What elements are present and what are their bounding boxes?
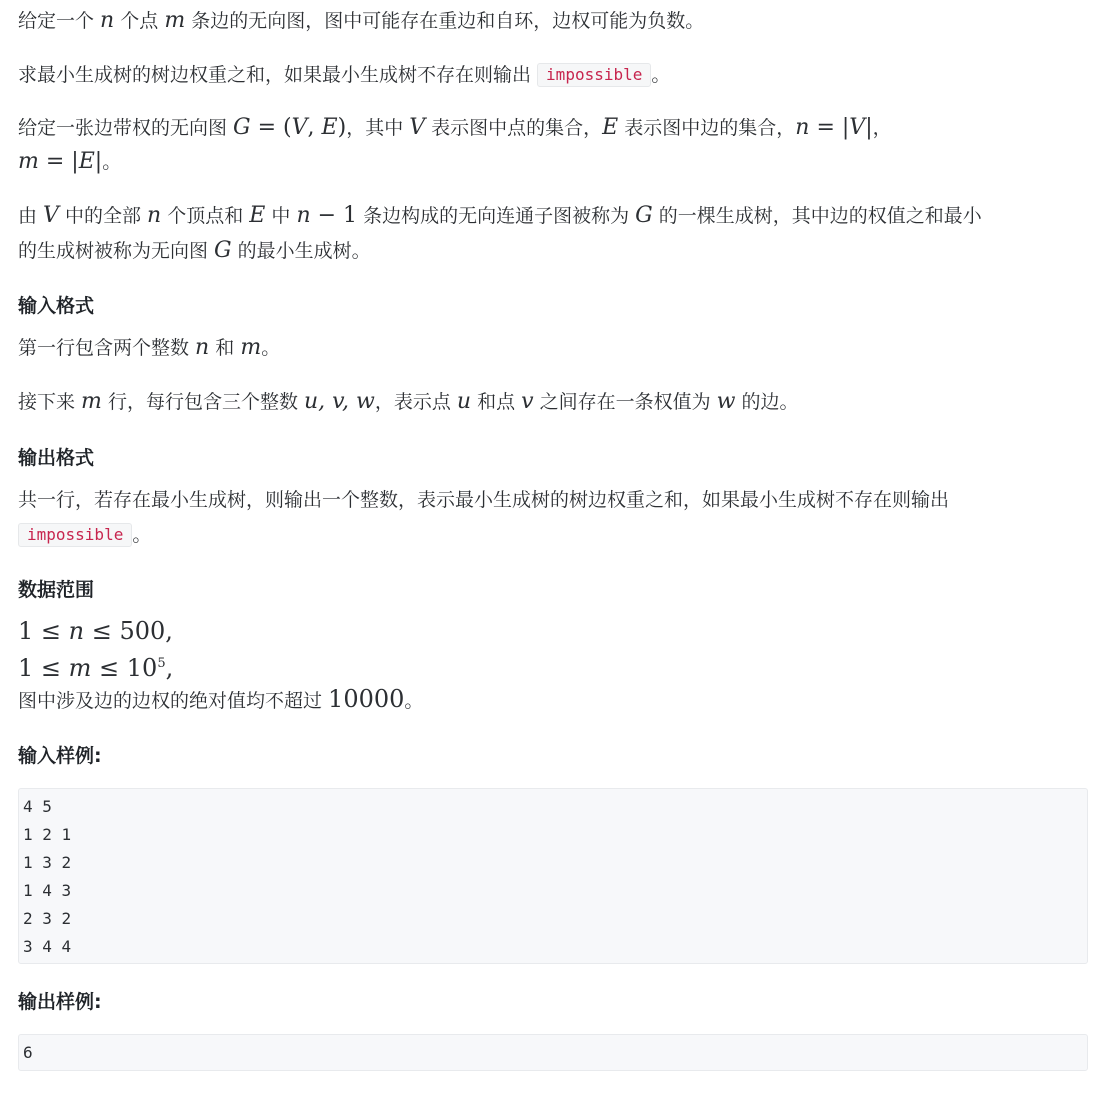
math-n: n	[195, 335, 210, 360]
math-V: V	[849, 115, 866, 140]
math-op: )	[337, 115, 347, 140]
math-V: V	[409, 115, 426, 140]
text: 图中涉及边的边权的绝对值均不超过	[18, 690, 329, 712]
math-op: ,	[165, 654, 174, 682]
paragraph-spanning-tree-cont	[18, 236, 371, 266]
sample-input-heading: 输入样例:	[18, 745, 102, 767]
text: 和	[209, 337, 241, 359]
text: 中	[265, 205, 297, 227]
code-line: 2 3 2	[23, 909, 72, 928]
math-E: E	[78, 149, 95, 174]
code-line: 1 2 1	[23, 825, 72, 844]
range-weight	[18, 684, 423, 716]
math-m: m	[68, 654, 92, 682]
text: 个顶点和	[161, 205, 250, 227]
code-line: 4 5	[23, 797, 52, 816]
sample-output-block	[18, 1034, 1088, 1071]
text: 的最小生成树。	[231, 240, 371, 262]
math-op: |	[865, 115, 873, 140]
text: 个点	[114, 10, 165, 32]
math-uvw: u, v, w	[304, 389, 375, 414]
paragraph-task	[18, 60, 670, 90]
math-w: w	[716, 389, 736, 414]
paragraph-graph-definition	[18, 113, 892, 143]
text: ，其中	[346, 117, 410, 139]
text: 接下来	[18, 391, 82, 413]
math-n: n	[795, 115, 810, 140]
math-op: ,	[307, 115, 322, 140]
math-n: n	[68, 617, 85, 645]
code-line: 1 4 3	[23, 881, 72, 900]
text: 。	[132, 524, 152, 546]
math-op: = |	[809, 115, 850, 140]
math-op: = |	[38, 149, 79, 174]
paragraph-graph-definition-cont	[18, 147, 121, 177]
math-op: ≤ 500,	[84, 617, 173, 645]
text: 条边的无向图，图中可能存在重边和自环，边权可能为负数。	[185, 10, 705, 32]
math-E: E	[249, 203, 266, 228]
math-op: − 1	[310, 203, 358, 228]
sample-input-block	[18, 788, 1088, 964]
math-V: V	[43, 203, 59, 228]
output-format-heading: 输出格式	[18, 447, 95, 469]
code-line: 1 3 2	[23, 853, 72, 872]
text: 求最小生成树的树边权重之和，如果最小生成树不存在则输出	[18, 64, 538, 86]
math-n: n	[296, 203, 311, 228]
math-m: m	[240, 335, 262, 360]
text: 行，每行包含三个整数	[101, 391, 305, 413]
paragraph-graph-description	[18, 6, 704, 36]
paragraph-next-lines	[18, 387, 799, 417]
math-number: 10000	[328, 685, 405, 713]
math-m: m	[18, 149, 39, 174]
text: 给定一个	[18, 10, 101, 32]
math-op: ≤ 10	[91, 654, 158, 682]
math-G: G	[214, 238, 232, 263]
math-m: m	[81, 389, 102, 414]
text: 中的全部	[58, 205, 148, 227]
math-op: |	[94, 149, 103, 174]
input-format-heading: 输入格式	[18, 295, 95, 317]
text: 表示图中点的集合，	[425, 117, 603, 139]
math-n: n	[100, 8, 115, 33]
text: 表示图中边的集合，	[618, 117, 796, 139]
math-m: m	[164, 8, 186, 33]
math-u: u	[456, 389, 472, 414]
text: 给定一张边带权的无向图	[18, 117, 234, 139]
text: 第一行包含两个整数	[18, 337, 196, 359]
code-line: 3 4 4	[23, 937, 72, 956]
math-op: = (	[250, 115, 292, 140]
text: 。	[651, 64, 671, 86]
text: ，	[872, 117, 892, 139]
math-G: G	[635, 203, 653, 228]
text: 。	[102, 151, 122, 173]
text: 条边构成的无向连通子图被称为	[357, 205, 636, 227]
text: 的一棵生成树，其中边的权值之和最小	[652, 205, 982, 227]
math-G: G	[233, 115, 251, 140]
text: 之间存在一条权值为	[533, 391, 717, 413]
inline-code-impossible: impossible	[18, 523, 132, 547]
text: ，表示点	[374, 391, 457, 413]
text: 的生成树被称为无向图	[18, 240, 215, 262]
math-exponent: 5	[157, 656, 166, 671]
text: 。	[404, 690, 424, 712]
inline-code-impossible: impossible	[537, 63, 651, 87]
math-E: E	[602, 115, 619, 140]
data-range-heading: 数据范围	[18, 579, 95, 601]
paragraph-output	[18, 485, 949, 515]
math-n: n	[147, 203, 162, 228]
math-v: v	[521, 389, 534, 414]
math-V: V	[291, 115, 308, 140]
math-op: 1 ≤	[18, 617, 69, 645]
paragraph-spanning-tree	[18, 201, 982, 231]
text: 由	[18, 205, 44, 227]
range-m	[18, 649, 173, 685]
math-op: 1 ≤	[18, 654, 69, 682]
math-E: E	[321, 115, 338, 140]
paragraph-output-cont	[18, 520, 151, 550]
text: 和点	[471, 391, 522, 413]
code-line: 6	[23, 1043, 33, 1062]
text: 共一行，若存在最小生成树，则输出一个整数，表示最小生成树的树边权重之和，如果最小生成树不存在则输出	[18, 489, 950, 511]
paragraph-first-line	[18, 333, 280, 363]
sample-output-heading: 输出样例:	[18, 991, 102, 1013]
range-n	[18, 616, 173, 648]
text: 的边。	[735, 391, 799, 413]
text: 。	[261, 337, 281, 359]
